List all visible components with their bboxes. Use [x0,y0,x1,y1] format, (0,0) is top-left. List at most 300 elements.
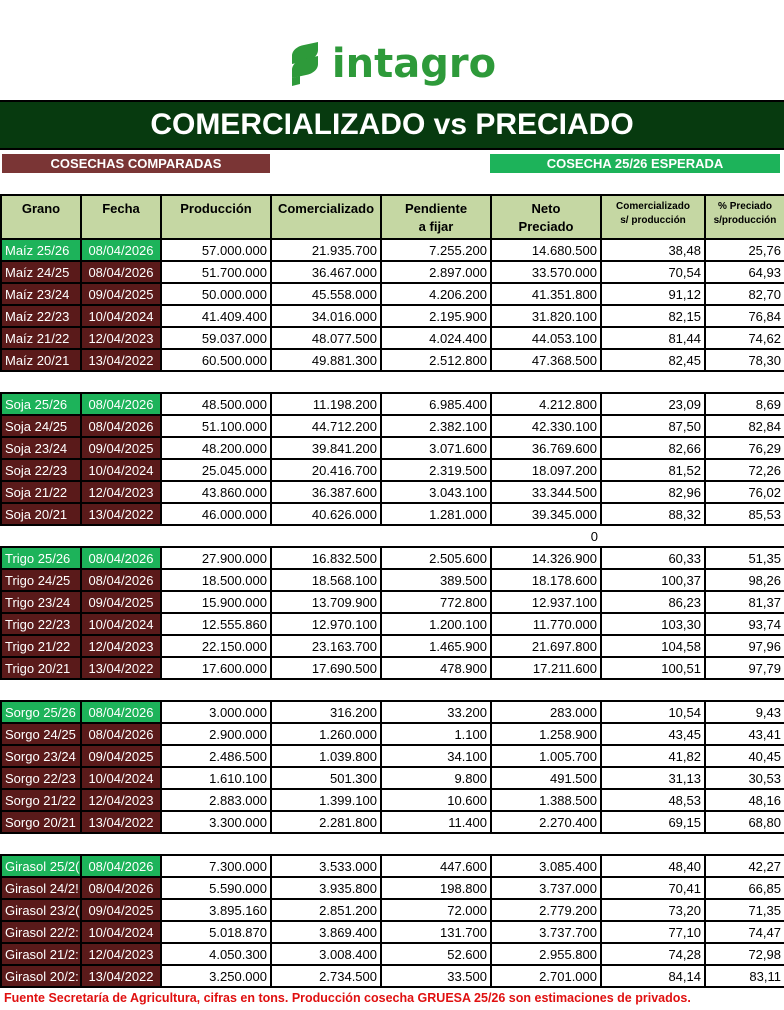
grain-cell: Maíz 21/22 [1,327,81,349]
comercializado-cell: 18.568.100 [271,569,381,591]
neto-cell: 1.005.700 [491,745,601,767]
header-fecha: Fecha [81,195,161,239]
table-row [1,745,784,767]
group-spacer [1,679,784,701]
date-cell: 08/04/2026 [81,701,161,723]
table-row [1,613,784,635]
spacer-cell [1,371,81,393]
pct-preciado-cell: 51,35 [705,547,784,569]
pct-preciado-cell: 81,37 [705,591,784,613]
pendiente-cell: 10.600 [381,789,491,811]
produccion-cell: 2.486.500 [161,745,271,767]
pct-comercializado-cell: 74,28 [601,943,705,965]
date-cell: 08/04/2026 [81,855,161,877]
pct-preciado-cell: 9,43 [705,701,784,723]
spacer-cell [1,679,81,701]
pct-preciado-cell: 83,11 [705,965,784,987]
header-pendiente: Pendiente a fijar [381,195,491,239]
table-row [1,591,784,613]
neto-cell: 18.178.600 [491,569,601,591]
pendiente-cell: 772.800 [381,591,491,613]
produccion-cell: 3.300.000 [161,811,271,833]
pct-preciado-cell: 82,70 [705,283,784,305]
neto-cell: 4.212.800 [491,393,601,415]
neto-cell: 14.326.900 [491,547,601,569]
produccion-cell: 60.500.000 [161,349,271,371]
date-cell: 12/04/2023 [81,789,161,811]
date-cell: 09/04/2025 [81,899,161,921]
spacer-cell [705,525,784,547]
comercializado-cell: 3.935.800 [271,877,381,899]
comercializado-cell: 11.198.200 [271,393,381,415]
pct-preciado-cell: 85,53 [705,503,784,525]
neto-cell: 39.345.000 [491,503,601,525]
pct-preciado-cell: 72,98 [705,943,784,965]
table-row [1,789,784,811]
spacer-cell [81,833,161,855]
pct-comercializado-cell: 69,15 [601,811,705,833]
produccion-cell: 50.000.000 [161,283,271,305]
neto-cell: 1.258.900 [491,723,601,745]
produccion-cell: 25.045.000 [161,459,271,481]
data-table-wrapper [0,194,784,988]
pct-preciado-cell: 98,26 [705,569,784,591]
table-row [1,701,784,723]
spacer-cell [81,679,161,701]
grain-cell: Maíz 22/23 [1,305,81,327]
pendiente-cell: 1.465.900 [381,635,491,657]
spacer-cell [381,371,491,393]
comercializado-cell: 1.260.000 [271,723,381,745]
date-cell: 12/04/2023 [81,327,161,349]
neto-cell: 1.388.500 [491,789,601,811]
pendiente-cell: 2.382.100 [381,415,491,437]
neto-cell: 44.053.100 [491,327,601,349]
pendiente-cell: 4.206.200 [381,283,491,305]
pct-comercializado-cell: 81,52 [601,459,705,481]
grain-cell: Girasol 20/2: [1,965,81,987]
comercializado-cell: 34.016.000 [271,305,381,327]
table-row [1,261,784,283]
neto-cell: 42.330.100 [491,415,601,437]
date-cell: 08/04/2026 [81,547,161,569]
pendiente-cell: 72.000 [381,899,491,921]
pendiente-cell: 3.043.100 [381,481,491,503]
pendiente-cell: 2.319.500 [381,459,491,481]
leaf-logo-icon [288,40,322,88]
table-row [1,657,784,679]
neto-cell: 11.770.000 [491,613,601,635]
comercializado-cell: 36.467.000 [271,261,381,283]
comercializado-cell: 316.200 [271,701,381,723]
pendiente-cell: 33.200 [381,701,491,723]
neto-cell: 33.344.500 [491,481,601,503]
pct-comercializado-cell: 86,23 [601,591,705,613]
group-spacer [1,371,784,393]
pct-comercializado-cell: 91,12 [601,283,705,305]
table-row [1,921,784,943]
grain-cell: Girasol 21/2: [1,943,81,965]
pendiente-cell: 2.195.900 [381,305,491,327]
grain-cell: Trigo 22/23 [1,613,81,635]
date-cell: 08/04/2026 [81,261,161,283]
pct-preciado-cell: 72,26 [705,459,784,481]
logo [0,36,784,92]
table-row [1,943,784,965]
table-row [1,327,784,349]
pendiente-cell: 34.100 [381,745,491,767]
produccion-cell: 3.895.160 [161,899,271,921]
table-row [1,877,784,899]
header-row [1,195,784,239]
date-cell: 09/04/2025 [81,283,161,305]
table-row [1,855,784,877]
spacer-cell [601,525,705,547]
date-cell: 09/04/2025 [81,745,161,767]
comercializado-cell: 49.881.300 [271,349,381,371]
neto-cell: 36.769.600 [491,437,601,459]
neto-cell: 2.701.000 [491,965,601,987]
pct-comercializado-cell: 82,66 [601,437,705,459]
spacer-cell [491,833,601,855]
table-row [1,547,784,569]
comercializado-cell: 20.416.700 [271,459,381,481]
comercializado-cell: 45.558.000 [271,283,381,305]
neto-cell: 31.820.100 [491,305,601,327]
table-row [1,481,784,503]
pct-preciado-cell: 40,45 [705,745,784,767]
grain-cell: Trigo 24/25 [1,569,81,591]
neto-cell: 3.737.700 [491,921,601,943]
date-cell: 13/04/2022 [81,965,161,987]
pendiente-cell: 1.100 [381,723,491,745]
table-row [1,503,784,525]
comercializado-cell: 12.970.100 [271,613,381,635]
table-row [1,767,784,789]
pendiente-cell: 478.900 [381,657,491,679]
neto-cell: 2.779.200 [491,899,601,921]
pct-comercializado-cell: 88,32 [601,503,705,525]
comercializado-cell: 23.163.700 [271,635,381,657]
date-cell: 12/04/2023 [81,943,161,965]
pct-comercializado-cell: 100,37 [601,569,705,591]
pendiente-cell: 33.500 [381,965,491,987]
grain-cell: Soja 21/22 [1,481,81,503]
spacer-cell [161,525,271,547]
grain-cell: Sorgo 21/22 [1,789,81,811]
spacer-cell [601,679,705,701]
neto-cell: 3.085.400 [491,855,601,877]
pendiente-cell: 2.512.800 [381,349,491,371]
group-spacer [1,833,784,855]
comercializado-cell: 3.869.400 [271,921,381,943]
pendiente-cell: 11.400 [381,811,491,833]
pendiente-cell: 389.500 [381,569,491,591]
grain-cell: Girasol 22/2: [1,921,81,943]
grain-cell: Maíz 20/21 [1,349,81,371]
pct-comercializado-cell: 43,45 [601,723,705,745]
pct-comercializado-cell: 104,58 [601,635,705,657]
table-row [1,239,784,261]
spacer-cell [161,371,271,393]
date-cell: 10/04/2024 [81,459,161,481]
pct-preciado-cell: 97,96 [705,635,784,657]
spacer-cell [271,833,381,855]
pendiente-cell: 7.255.200 [381,239,491,261]
pct-comercializado-cell: 84,14 [601,965,705,987]
grain-cell: Maíz 23/24 [1,283,81,305]
comercializado-cell: 21.935.700 [271,239,381,261]
spacer-cell [705,371,784,393]
spacer-cell [1,833,81,855]
grain-cell: Trigo 21/22 [1,635,81,657]
produccion-cell: 51.700.000 [161,261,271,283]
grain-cell: Girasol 23/2( [1,899,81,921]
produccion-cell: 41.409.400 [161,305,271,327]
comercializado-cell: 48.077.500 [271,327,381,349]
spacer-cell [271,679,381,701]
pct-comercializado-cell: 38,48 [601,239,705,261]
produccion-cell: 43.860.000 [161,481,271,503]
source-footnote: Fuente Secretaría de Agricultura, cifras en tons. Producción cosecha GRUESA 25/26 son estimaciones de privados. [4,991,691,1005]
table-row [1,899,784,921]
pendiente-cell: 2.897.000 [381,261,491,283]
pendiente-cell: 6.985.400 [381,393,491,415]
pct-preciado-cell: 48,16 [705,789,784,811]
grain-cell: Trigo 25/26 [1,547,81,569]
neto-cell: 17.211.600 [491,657,601,679]
neto-cell: 2.955.800 [491,943,601,965]
spacer-cell [491,371,601,393]
pct-comercializado-cell: 73,20 [601,899,705,921]
spacer-cell [161,833,271,855]
table-row [1,437,784,459]
header-comercializado: Comercializado [271,195,381,239]
produccion-cell: 2.883.000 [161,789,271,811]
pendiente-cell: 9.800 [381,767,491,789]
pendiente-cell: 1.281.000 [381,503,491,525]
pct-preciado-cell: 71,35 [705,899,784,921]
pct-comercializado-cell: 41,82 [601,745,705,767]
table-body [1,239,784,987]
comercializado-cell: 2.851.200 [271,899,381,921]
pct-preciado-cell: 68,80 [705,811,784,833]
produccion-cell: 4.050.300 [161,943,271,965]
pct-preciado-cell: 93,74 [705,613,784,635]
neto-cell: 491.500 [491,767,601,789]
header-grano: Grano [1,195,81,239]
pct-preciado-cell: 8,69 [705,393,784,415]
neto-cell: 283.000 [491,701,601,723]
pct-preciado-cell: 74,62 [705,327,784,349]
spacer-cell [601,833,705,855]
table-row [1,415,784,437]
pct-preciado-cell: 78,30 [705,349,784,371]
grain-cell: Maíz 25/26 [1,239,81,261]
tag-cosecha-esperada: COSECHA 25/26 ESPERADA [490,154,780,173]
produccion-cell: 5.018.870 [161,921,271,943]
produccion-cell: 22.150.000 [161,635,271,657]
date-cell: 08/04/2026 [81,239,161,261]
pct-comercializado-cell: 82,15 [601,305,705,327]
pct-comercializado-cell: 87,50 [601,415,705,437]
pct-preciado-cell: 82,84 [705,415,784,437]
pct-comercializado-cell: 100,51 [601,657,705,679]
date-cell: 08/04/2026 [81,415,161,437]
grain-cell: Soja 25/26 [1,393,81,415]
pct-comercializado-cell: 31,13 [601,767,705,789]
grain-cell: Soja 23/24 [1,437,81,459]
produccion-cell: 18.500.000 [161,569,271,591]
comercializado-cell: 2.734.500 [271,965,381,987]
data-table [0,194,784,988]
produccion-cell: 5.590.000 [161,877,271,899]
neto-cell: 2.270.400 [491,811,601,833]
pct-comercializado-cell: 23,09 [601,393,705,415]
pendiente-cell: 198.800 [381,877,491,899]
spacer-cell [81,371,161,393]
comercializado-cell: 16.832.500 [271,547,381,569]
pct-comercializado-cell: 103,30 [601,613,705,635]
pct-comercializado-cell: 10,54 [601,701,705,723]
comercializado-cell: 44.712.200 [271,415,381,437]
produccion-cell: 48.200.000 [161,437,271,459]
pendiente-cell: 3.071.600 [381,437,491,459]
spacer-cell [381,833,491,855]
comercializado-cell: 13.709.900 [271,591,381,613]
neto-cell: 47.368.500 [491,349,601,371]
title-banner [0,100,784,150]
spacer-value: 0 [491,525,601,547]
produccion-cell: 3.250.000 [161,965,271,987]
table-row [1,393,784,415]
spacer-cell [705,679,784,701]
pct-preciado-cell: 42,27 [705,855,784,877]
date-cell: 12/04/2023 [81,481,161,503]
spacer-cell [491,679,601,701]
produccion-cell: 59.037.000 [161,327,271,349]
comercializado-cell: 40.626.000 [271,503,381,525]
pct-comercializado-cell: 77,10 [601,921,705,943]
grain-cell: Soja 22/23 [1,459,81,481]
comercializado-cell: 3.008.400 [271,943,381,965]
produccion-cell: 3.000.000 [161,701,271,723]
table-row [1,283,784,305]
tag-cosechas-comparadas: COSECHAS COMPARADAS [2,154,270,173]
produccion-cell: 2.900.000 [161,723,271,745]
brand-name: intagro [331,41,497,87]
pct-comercializado-cell: 70,54 [601,261,705,283]
produccion-cell: 12.555.860 [161,613,271,635]
pendiente-cell: 447.600 [381,855,491,877]
comercializado-cell: 2.281.800 [271,811,381,833]
pendiente-cell: 52.600 [381,943,491,965]
grain-cell: Sorgo 22/23 [1,767,81,789]
date-cell: 09/04/2025 [81,437,161,459]
pct-comercializado-cell: 60,33 [601,547,705,569]
date-cell: 09/04/2025 [81,591,161,613]
header-neto-preciado: Neto Preciado [491,195,601,239]
grain-cell: Soja 20/21 [1,503,81,525]
pct-preciado-cell: 76,29 [705,437,784,459]
grain-cell: Trigo 23/24 [1,591,81,613]
date-cell: 08/04/2026 [81,877,161,899]
produccion-cell: 48.500.000 [161,393,271,415]
comercializado-cell: 36.387.600 [271,481,381,503]
neto-cell: 18.097.200 [491,459,601,481]
produccion-cell: 7.300.000 [161,855,271,877]
produccion-cell: 27.900.000 [161,547,271,569]
page-title: COMERCIALIZADO vs PRECIADO [150,108,634,141]
spacer-cell [705,833,784,855]
comercializado-cell: 39.841.200 [271,437,381,459]
pct-preciado-cell: 76,02 [705,481,784,503]
produccion-cell: 46.000.000 [161,503,271,525]
pct-comercializado-cell: 82,96 [601,481,705,503]
spacer-cell [81,525,161,547]
date-cell: 13/04/2022 [81,503,161,525]
comercializado-cell: 1.399.100 [271,789,381,811]
comercializado-cell: 501.300 [271,767,381,789]
spacer-cell [161,679,271,701]
header-pct-preciado: % Preciado s/producción [705,195,784,239]
pendiente-cell: 131.700 [381,921,491,943]
grain-cell: Sorgo 25/26 [1,701,81,723]
produccion-cell: 17.600.000 [161,657,271,679]
table-row [1,305,784,327]
pct-comercializado-cell: 48,53 [601,789,705,811]
spacer-cell [381,679,491,701]
date-cell: 08/04/2026 [81,393,161,415]
table-row [1,569,784,591]
date-cell: 08/04/2026 [81,723,161,745]
produccion-cell: 1.610.100 [161,767,271,789]
spacer-cell [381,525,491,547]
pct-preciado-cell: 25,76 [705,239,784,261]
grain-cell: Soja 24/25 [1,415,81,437]
date-cell: 13/04/2022 [81,349,161,371]
pct-preciado-cell: 43,41 [705,723,784,745]
produccion-cell: 15.900.000 [161,591,271,613]
pendiente-cell: 1.200.100 [381,613,491,635]
grain-cell: Maíz 24/25 [1,261,81,283]
pct-preciado-cell: 30,53 [705,767,784,789]
date-cell: 10/04/2024 [81,767,161,789]
pendiente-cell: 2.505.600 [381,547,491,569]
neto-cell: 33.570.000 [491,261,601,283]
spacer-cell [1,525,81,547]
pct-comercializado-cell: 70,41 [601,877,705,899]
pendiente-cell: 4.024.400 [381,327,491,349]
pct-comercializado-cell: 48,40 [601,855,705,877]
neto-cell: 21.697.800 [491,635,601,657]
header-produccion: Producción [161,195,271,239]
date-cell: 13/04/2022 [81,657,161,679]
header-pct-comercializado: Comercializado s/ producción [601,195,705,239]
spacer-cell [271,371,381,393]
date-cell: 10/04/2024 [81,305,161,327]
date-cell: 10/04/2024 [81,921,161,943]
pct-preciado-cell: 97,79 [705,657,784,679]
comercializado-cell: 1.039.800 [271,745,381,767]
grain-cell: Girasol 24/2! [1,877,81,899]
pct-preciado-cell: 66,85 [705,877,784,899]
produccion-cell: 51.100.000 [161,415,271,437]
date-cell: 12/04/2023 [81,635,161,657]
neto-cell: 12.937.100 [491,591,601,613]
neto-cell: 14.680.500 [491,239,601,261]
table-row [1,635,784,657]
